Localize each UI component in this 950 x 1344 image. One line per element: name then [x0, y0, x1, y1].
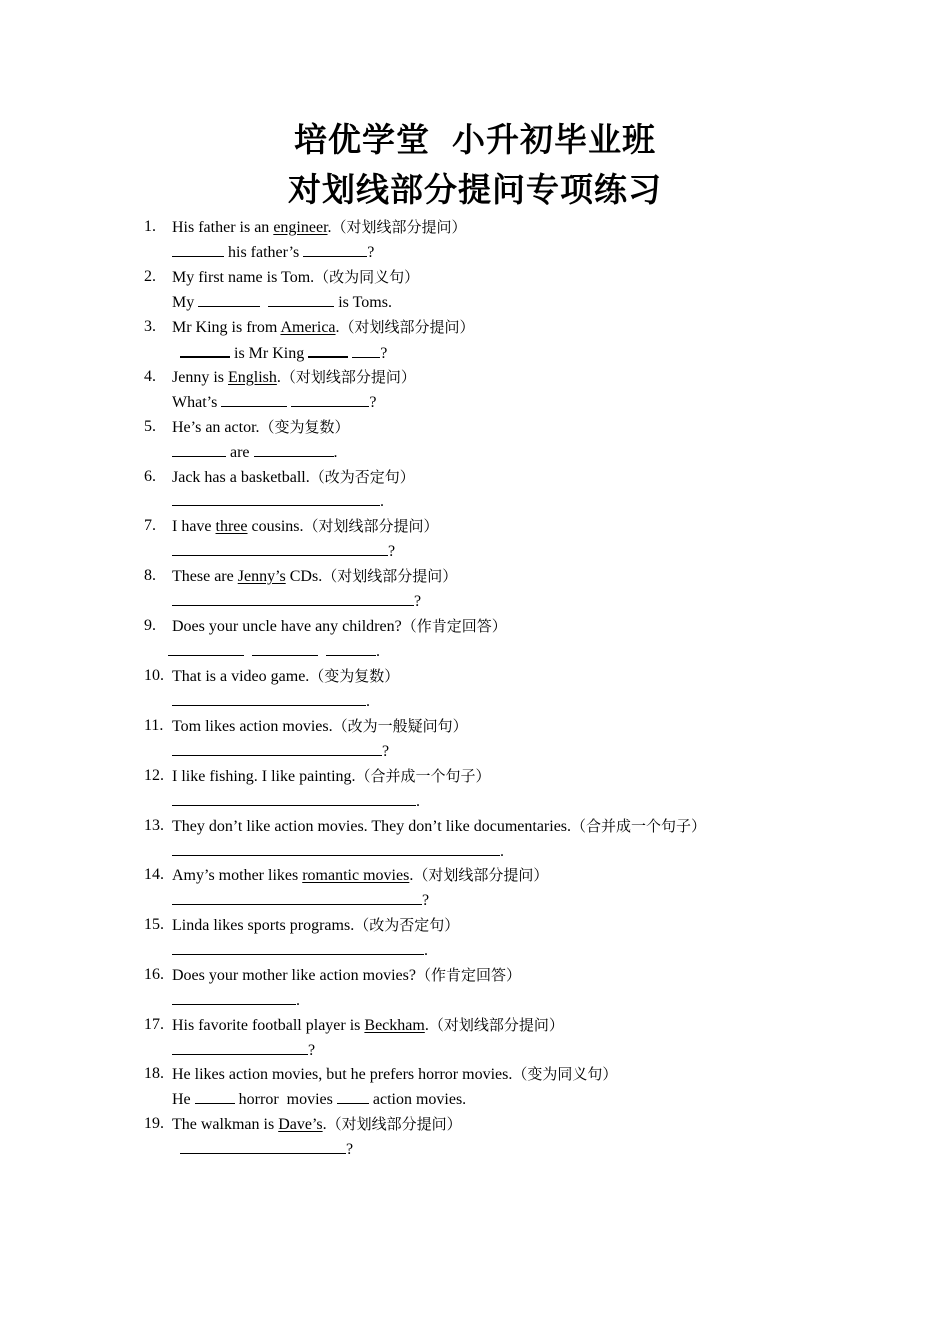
instruction-note: （对划线部分提问）	[303, 517, 439, 535]
question-number: 4.	[144, 368, 156, 385]
instruction-note: （改为一般疑问句）	[332, 717, 468, 735]
question-text: His father is an engineer.（对划线部分提问）	[172, 218, 467, 236]
question-number: 15.	[144, 916, 164, 933]
question-number: 9.	[144, 617, 156, 634]
question-number: 16.	[144, 966, 164, 983]
page-title-line2: 对划线部分提问专项练习	[288, 170, 662, 209]
answer-line-3: is Mr King ?	[180, 341, 387, 365]
answer-line-16: .	[172, 989, 300, 1012]
answer-line-11: ?	[172, 740, 389, 763]
question-number: 12.	[144, 767, 164, 784]
answer-line-6: .	[172, 490, 384, 513]
question-text: That is a video game.（变为复数）	[172, 667, 400, 685]
underlined-part: three	[215, 518, 248, 535]
question-number: 2.	[144, 268, 156, 285]
instruction-note: （合并成一个句子）	[571, 817, 707, 835]
instruction-note: （合并成一个句子）	[355, 767, 491, 785]
school-name: 培优学堂	[294, 120, 430, 159]
question-text: I have three cousins.（对划线部分提问）	[172, 517, 439, 535]
instruction-note: （作肯定回答）	[415, 966, 521, 984]
answer-line-4: What’s ?	[172, 391, 376, 414]
answer-line-12: .	[172, 790, 420, 813]
question-number: 3.	[144, 318, 156, 335]
answer-line-13: .	[172, 840, 504, 863]
answer-line-7: ?	[172, 540, 395, 563]
underlined-part: America	[280, 319, 336, 336]
underlined-part: engineer	[273, 219, 328, 236]
question-text: The walkman is Dave’s.（对划线部分提问）	[172, 1115, 462, 1133]
underlined-part: English	[228, 369, 277, 386]
question-text: Linda likes sports programs.（改为否定句）	[172, 916, 460, 934]
instruction-note: （对划线部分提问）	[413, 866, 549, 884]
underlined-part: Jenny’s	[237, 568, 286, 585]
instruction-note: （改为否定句）	[309, 468, 415, 486]
question-text: My first name is Tom.（改为同义句）	[172, 268, 420, 286]
instruction-note: （变为同义句）	[512, 1065, 618, 1083]
question-number: 7.	[144, 517, 156, 534]
instruction-note: （作肯定回答）	[401, 617, 507, 635]
question-text: They don’t like action movies. They don’t like documentaries.（合并成一个句子）	[172, 817, 707, 835]
instruction-note: （对划线部分提问）	[331, 218, 467, 236]
answer-line-2: My is Toms.	[172, 291, 392, 314]
instruction-note: （对划线部分提问）	[280, 368, 416, 386]
answer-line-19: ?	[180, 1138, 353, 1161]
question-number: 5.	[144, 418, 156, 435]
page-title-line1	[0, 120, 950, 160]
instruction-note: （变为复数）	[259, 418, 350, 436]
question-text: Does your mother like action movies?（作肯定回答）	[172, 966, 521, 984]
question-text: Tom likes action movies.（改为一般疑问句）	[172, 717, 468, 735]
question-number: 13.	[144, 817, 164, 834]
question-text: His favorite football player is Beckham.（对划线部分提问）	[172, 1016, 564, 1034]
question-text: He likes action movies, but he prefers horror movies.（变为同义句）	[172, 1065, 618, 1083]
instruction-note: （改为否定句）	[354, 916, 460, 934]
instruction-note: （对划线部分提问）	[326, 1115, 462, 1133]
answer-line-10: .	[172, 690, 370, 713]
instruction-note: （改为同义句）	[314, 268, 420, 286]
answer-line-14: ?	[172, 889, 429, 912]
instruction-note: （变为复数）	[309, 667, 400, 685]
answer-line-8: ?	[172, 590, 421, 613]
question-number: 8.	[144, 567, 156, 584]
answer-line-9: .	[168, 640, 380, 663]
question-text: These are Jenny’s CDs.（对划线部分提问）	[172, 567, 458, 585]
question-number: 6.	[144, 468, 156, 485]
question-number: 18.	[144, 1065, 164, 1082]
answer-line-15: .	[172, 939, 428, 962]
instruction-note: （对划线部分提问）	[322, 567, 458, 585]
question-number: 14.	[144, 866, 164, 883]
question-text: I like fishing. I like painting.（合并成一个句子）	[172, 767, 491, 785]
question-text: Amy’s mother likes romantic movies.（对划线部分提问）	[172, 866, 549, 884]
underlined-part: romantic movies	[302, 867, 410, 884]
question-text: Jack has a basketball.（改为否定句）	[172, 468, 415, 486]
instruction-note: （对划线部分提问）	[428, 1016, 564, 1034]
question-text: Jenny is English.（对划线部分提问）	[172, 368, 416, 386]
answer-line-5: are .	[172, 441, 338, 464]
question-number: 19.	[144, 1115, 164, 1132]
question-number: 11.	[144, 717, 164, 734]
question-text: Mr King is from America.（对划线部分提问）	[172, 318, 475, 336]
class-name: 小升初毕业班	[452, 120, 656, 159]
instruction-note: （对划线部分提问）	[339, 318, 475, 336]
question-text: Does your uncle have any children?（作肯定回答）	[172, 617, 507, 635]
question-number: 17.	[144, 1016, 164, 1033]
question-text: He’s an actor.（变为复数）	[172, 418, 350, 436]
underlined-part: Beckham	[364, 1017, 425, 1034]
answer-line-18: He horror movies action movies.	[172, 1088, 466, 1111]
answer-line-1: his father’s ?	[172, 241, 374, 264]
question-number: 1.	[144, 218, 156, 235]
underlined-part: Dave’s	[278, 1116, 323, 1133]
answer-line-17: ?	[172, 1039, 315, 1062]
question-number: 10.	[144, 667, 164, 684]
